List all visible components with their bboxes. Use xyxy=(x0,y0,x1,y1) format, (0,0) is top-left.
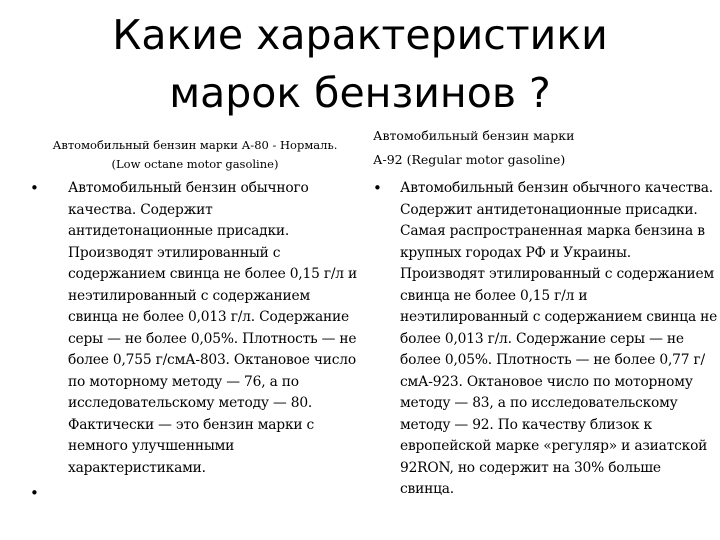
slide-title: Какие характеристики марок бензинов ? xyxy=(112,11,608,117)
bullet-icon: • xyxy=(373,179,382,197)
left-bullet-text-1: Автомобильный бензин обычного качества. Содержит антидетонационные присадки. Производят этилированный с содержанием свинца не более 0,15 г/л и неэтилированный с содержанием свинца не более 0,013 г/л. Содержание серы — не более 0,05%. Плотность — не более 0,755 г/смА-803. Октановое число по моторному методу — 76, а по исследовательскому методу — 80. Фактически — это бензин марки с немного улучшенными характеристиками. xyxy=(68,180,358,476)
left-heading-line1: Автомобильный бензин марки А-80 - Нормаль. xyxy=(52,138,338,152)
left-bullet-item-2 xyxy=(30,479,360,505)
right-bullet-list xyxy=(373,178,718,501)
left-column-heading xyxy=(30,134,360,175)
left-bullet-item-1 xyxy=(30,178,360,479)
right-heading-line2: А-92 (Regular motor gasoline) xyxy=(373,152,566,167)
right-bullet-text-1: Автомобильный бензин обычного качества. Содержит антидетонационные присадки. Самая распространенная марка бензина в крупных городах РФ и Украины. Производят этилированный с содержанием свинца не более 0,15 г/л и неэтилированный с содержанием свинца не более 0,013 г/л. Содержание серы — не более 0,05%. Плотность — не более 0,77 г/смА-923. Октановое число по моторному методу — 83, а по исследовательскому методу — 92. По качеству близок к европейской марке «регуляр» и азиатской 92RON, но содержит на 30% больше свинца. xyxy=(400,180,718,497)
left-bullet-list xyxy=(30,178,360,505)
bullet-icon: • xyxy=(30,179,39,197)
right-bullet-item-1 xyxy=(373,178,718,501)
bullet-icon: • xyxy=(30,484,39,502)
right-column-heading xyxy=(373,124,713,172)
right-heading-line1: Автомобильный бензин марки xyxy=(373,128,575,143)
left-heading-line2: (Low octane motor gasoline) xyxy=(111,157,279,171)
